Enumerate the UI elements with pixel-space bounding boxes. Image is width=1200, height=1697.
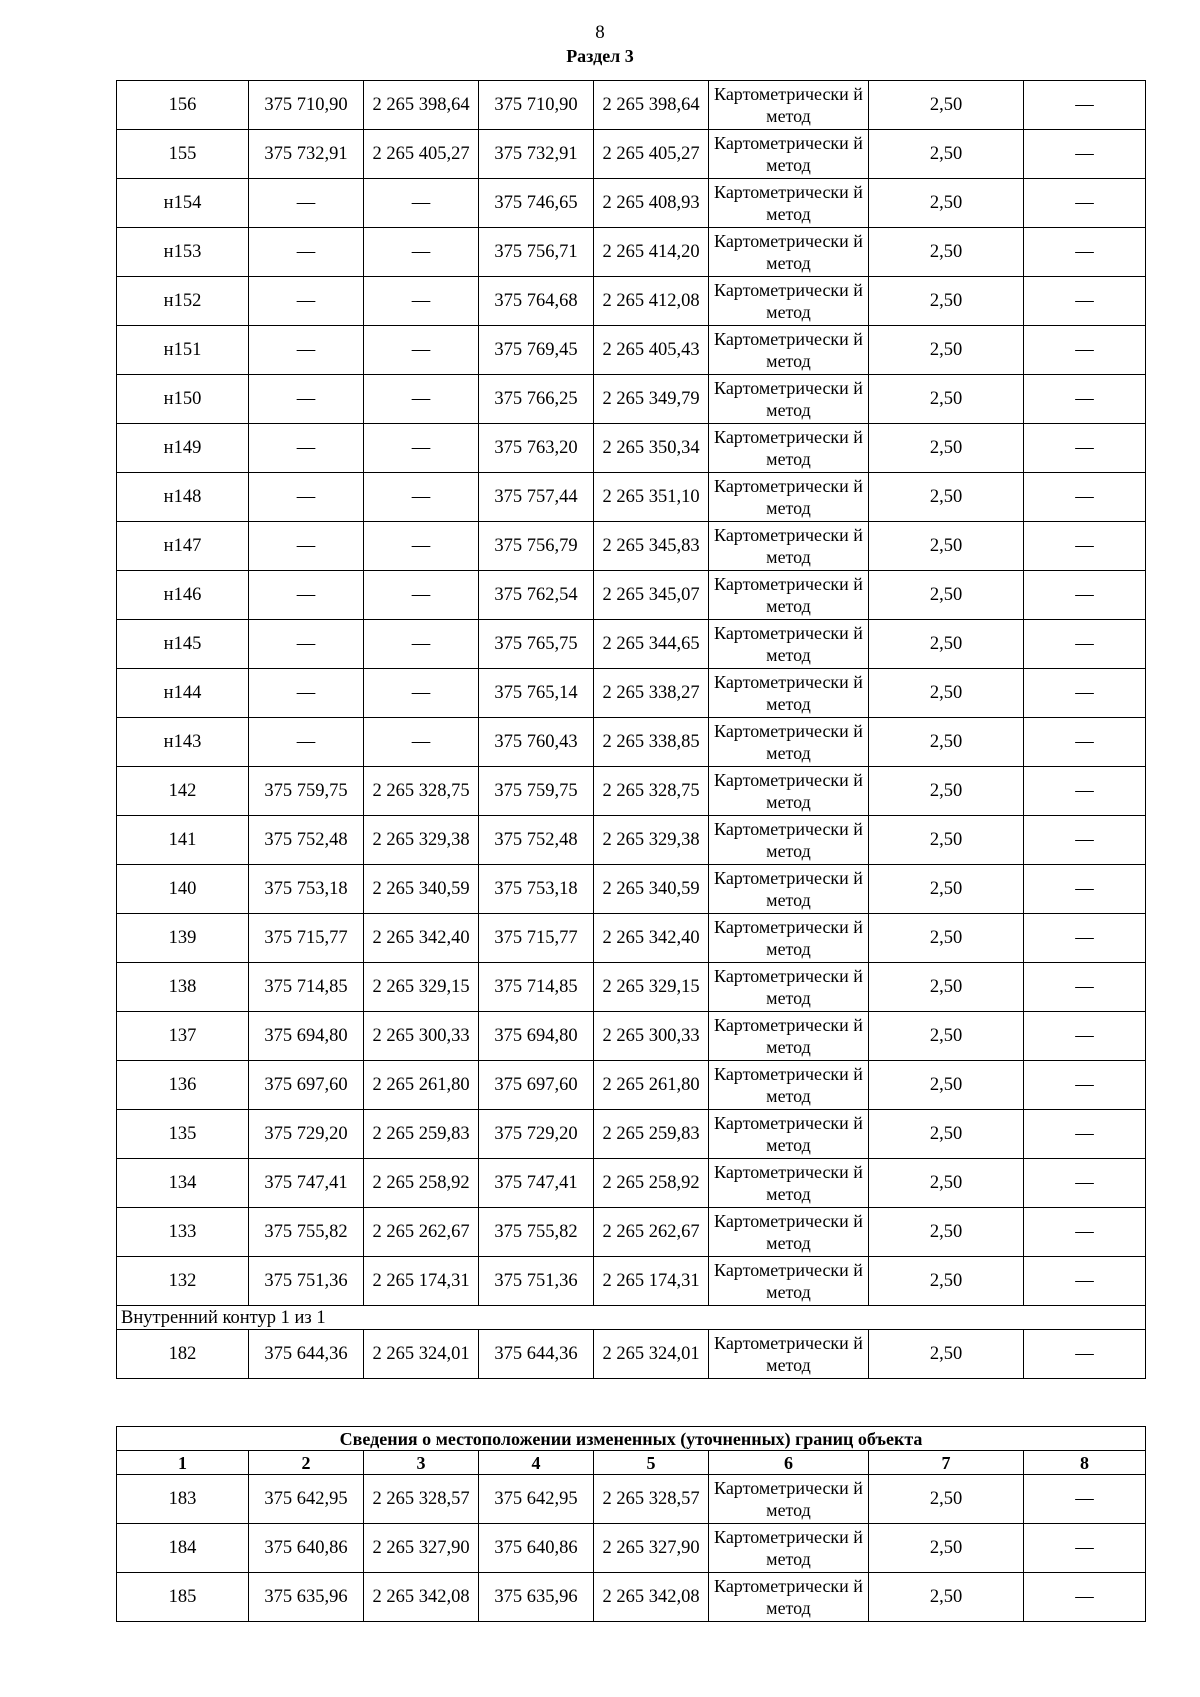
y-coordinate-old-cell: 2 265 328,75 (364, 767, 479, 816)
method-cell: Картометрически й метод (709, 1110, 869, 1159)
accuracy-cell: 2,50 (869, 767, 1024, 816)
method-cell: Картометрически й метод (709, 1475, 869, 1524)
table-row (117, 571, 1146, 620)
accuracy-cell: 2,50 (869, 1208, 1024, 1257)
x-coordinate-new-cell: 375 714,85 (479, 963, 594, 1012)
accuracy-cell: 2,50 (869, 1061, 1024, 1110)
accuracy-cell: 2,50 (869, 1110, 1024, 1159)
table-row (117, 81, 1146, 130)
accuracy-cell: 2,50 (869, 1330, 1024, 1379)
x-coordinate-new-cell: 375 752,48 (479, 816, 594, 865)
note-cell: — (1024, 375, 1146, 424)
x-coordinate-new-cell: 375 753,18 (479, 865, 594, 914)
accuracy-cell: 2,50 (869, 1475, 1024, 1524)
point-number-cell: 182 (117, 1330, 249, 1379)
method-cell: Картометрически й метод (709, 1330, 869, 1379)
table-row (117, 865, 1146, 914)
contour-label: Внутренний контур 1 из 1 (117, 1306, 1146, 1330)
table-row (117, 1573, 1146, 1622)
method-cell: Картометрически й метод (709, 914, 869, 963)
x-coordinate-old-cell: — (249, 522, 364, 571)
table-row (117, 130, 1146, 179)
table-row (117, 424, 1146, 473)
y-coordinate-new-cell: 2 265 398,64 (594, 81, 709, 130)
point-number-cell: 156 (117, 81, 249, 130)
boundary-points-table (116, 80, 1146, 1379)
y-coordinate-old-cell: — (364, 326, 479, 375)
x-coordinate-old-cell: 375 732,91 (249, 130, 364, 179)
table-row (117, 1330, 1146, 1379)
method-cell: Картометрически й метод (709, 669, 869, 718)
y-coordinate-new-cell: 2 265 262,67 (594, 1208, 709, 1257)
note-cell: — (1024, 767, 1146, 816)
x-coordinate-old-cell: 375 759,75 (249, 767, 364, 816)
x-coordinate-old-cell: 375 642,95 (249, 1475, 364, 1524)
note-cell: — (1024, 1573, 1146, 1622)
table-row (117, 620, 1146, 669)
point-number-cell: 142 (117, 767, 249, 816)
y-coordinate-old-cell: 2 265 328,57 (364, 1475, 479, 1524)
column-number: 2 (249, 1451, 364, 1475)
point-number-cell: н147 (117, 522, 249, 571)
y-coordinate-old-cell: 2 265 300,33 (364, 1012, 479, 1061)
y-coordinate-new-cell: 2 265 405,27 (594, 130, 709, 179)
x-coordinate-old-cell: 375 753,18 (249, 865, 364, 914)
x-coordinate-old-cell: 375 755,82 (249, 1208, 364, 1257)
accuracy-cell: 2,50 (869, 81, 1024, 130)
y-coordinate-old-cell: 2 265 342,40 (364, 914, 479, 963)
x-coordinate-old-cell: — (249, 424, 364, 473)
point-number-cell: н146 (117, 571, 249, 620)
table-row (117, 669, 1146, 718)
method-cell: Картометрически й метод (709, 522, 869, 571)
y-coordinate-new-cell: 2 265 324,01 (594, 1330, 709, 1379)
x-coordinate-new-cell: 375 763,20 (479, 424, 594, 473)
x-coordinate-old-cell: 375 729,20 (249, 1110, 364, 1159)
accuracy-cell: 2,50 (869, 1012, 1024, 1061)
x-coordinate-new-cell: 375 635,96 (479, 1573, 594, 1622)
y-coordinate-new-cell: 2 265 349,79 (594, 375, 709, 424)
table-row (117, 473, 1146, 522)
point-number-cell: 134 (117, 1159, 249, 1208)
note-cell: — (1024, 130, 1146, 179)
accuracy-cell: 2,50 (869, 473, 1024, 522)
y-coordinate-old-cell: — (364, 179, 479, 228)
y-coordinate-new-cell: 2 265 351,10 (594, 473, 709, 522)
x-coordinate-new-cell: 375 765,14 (479, 669, 594, 718)
table-row (117, 1524, 1146, 1573)
table-row (117, 1475, 1146, 1524)
y-coordinate-new-cell: 2 265 329,38 (594, 816, 709, 865)
accuracy-cell: 2,50 (869, 816, 1024, 865)
note-cell: — (1024, 1208, 1146, 1257)
accuracy-cell: 2,50 (869, 522, 1024, 571)
y-coordinate-old-cell: 2 265 329,38 (364, 816, 479, 865)
changed-boundaries-table (116, 1426, 1146, 1622)
method-cell: Картометрически й метод (709, 424, 869, 473)
y-coordinate-old-cell: 2 265 405,27 (364, 130, 479, 179)
column-number: 7 (869, 1451, 1024, 1475)
accuracy-cell: 2,50 (869, 179, 1024, 228)
note-cell: — (1024, 522, 1146, 571)
note-cell: — (1024, 1330, 1146, 1379)
note-cell: — (1024, 424, 1146, 473)
x-coordinate-old-cell: 375 644,36 (249, 1330, 364, 1379)
x-coordinate-old-cell: — (249, 718, 364, 767)
y-coordinate-old-cell: 2 265 261,80 (364, 1061, 479, 1110)
note-cell: — (1024, 179, 1146, 228)
y-coordinate-old-cell: — (364, 522, 479, 571)
x-coordinate-new-cell: 375 769,45 (479, 326, 594, 375)
x-coordinate-old-cell: 375 752,48 (249, 816, 364, 865)
x-coordinate-new-cell: 375 760,43 (479, 718, 594, 767)
method-cell: Картометрически й метод (709, 1524, 869, 1573)
method-cell: Картометрически й метод (709, 571, 869, 620)
y-coordinate-new-cell: 2 265 338,85 (594, 718, 709, 767)
x-coordinate-new-cell: 375 694,80 (479, 1012, 594, 1061)
y-coordinate-old-cell: — (364, 424, 479, 473)
note-cell: — (1024, 963, 1146, 1012)
point-number-cell: 138 (117, 963, 249, 1012)
method-cell: Картометрически й метод (709, 767, 869, 816)
accuracy-cell: 2,50 (869, 1573, 1024, 1622)
point-number-cell: н151 (117, 326, 249, 375)
method-cell: Картометрически й метод (709, 620, 869, 669)
x-coordinate-old-cell: 375 715,77 (249, 914, 364, 963)
table-row (117, 914, 1146, 963)
x-coordinate-old-cell: 375 747,41 (249, 1159, 364, 1208)
column-number: 1 (117, 1451, 249, 1475)
note-cell: — (1024, 326, 1146, 375)
note-cell: — (1024, 865, 1146, 914)
method-cell: Картометрически й метод (709, 130, 869, 179)
table-row (117, 228, 1146, 277)
y-coordinate-new-cell: 2 265 328,57 (594, 1475, 709, 1524)
y-coordinate-old-cell: — (364, 375, 479, 424)
x-coordinate-new-cell: 375 697,60 (479, 1061, 594, 1110)
section-title: Раздел 3 (566, 46, 634, 66)
point-number-cell: н148 (117, 473, 249, 522)
x-coordinate-old-cell: — (249, 669, 364, 718)
x-coordinate-old-cell: — (249, 179, 364, 228)
point-number-cell: 141 (117, 816, 249, 865)
y-coordinate-old-cell: — (364, 473, 479, 522)
point-number-cell: 135 (117, 1110, 249, 1159)
method-cell: Картометрически й метод (709, 326, 869, 375)
x-coordinate-new-cell: 375 757,44 (479, 473, 594, 522)
x-coordinate-new-cell: 375 715,77 (479, 914, 594, 963)
y-coordinate-new-cell: 2 265 345,83 (594, 522, 709, 571)
table-row (117, 1257, 1146, 1306)
note-cell: — (1024, 473, 1146, 522)
y-coordinate-new-cell: 2 265 342,08 (594, 1573, 709, 1622)
method-cell: Картометрически й метод (709, 277, 869, 326)
table-row (117, 718, 1146, 767)
x-coordinate-new-cell: 375 756,79 (479, 522, 594, 571)
x-coordinate-new-cell: 375 756,71 (479, 228, 594, 277)
x-coordinate-old-cell: 375 635,96 (249, 1573, 364, 1622)
note-cell: — (1024, 816, 1146, 865)
y-coordinate-new-cell: 2 265 414,20 (594, 228, 709, 277)
column-number: 4 (479, 1451, 594, 1475)
y-coordinate-old-cell: 2 265 327,90 (364, 1524, 479, 1573)
column-number: 5 (594, 1451, 709, 1475)
y-coordinate-new-cell: 2 265 258,92 (594, 1159, 709, 1208)
method-cell: Картометрически й метод (709, 816, 869, 865)
table-row (117, 963, 1146, 1012)
y-coordinate-new-cell: 2 265 412,08 (594, 277, 709, 326)
note-cell: — (1024, 620, 1146, 669)
y-coordinate-new-cell: 2 265 340,59 (594, 865, 709, 914)
accuracy-cell: 2,50 (869, 571, 1024, 620)
point-number-cell: н154 (117, 179, 249, 228)
y-coordinate-old-cell: 2 265 329,15 (364, 963, 479, 1012)
method-cell: Картометрически й метод (709, 228, 869, 277)
accuracy-cell: 2,50 (869, 375, 1024, 424)
table-caption-row (117, 1427, 1146, 1451)
x-coordinate-new-cell: 375 640,86 (479, 1524, 594, 1573)
x-coordinate-new-cell: 375 755,82 (479, 1208, 594, 1257)
accuracy-cell: 2,50 (869, 1257, 1024, 1306)
contour-label-row (117, 1306, 1146, 1330)
method-cell: Картометрически й метод (709, 1012, 869, 1061)
method-cell: Картометрически й метод (709, 1257, 869, 1306)
y-coordinate-old-cell: — (364, 669, 479, 718)
table-row (117, 767, 1146, 816)
x-coordinate-new-cell: 375 644,36 (479, 1330, 594, 1379)
y-coordinate-new-cell: 2 265 344,65 (594, 620, 709, 669)
table-row (117, 1012, 1146, 1061)
point-number-cell: н143 (117, 718, 249, 767)
point-number-cell: 133 (117, 1208, 249, 1257)
note-cell: — (1024, 669, 1146, 718)
y-coordinate-old-cell: — (364, 571, 479, 620)
table-row (117, 375, 1146, 424)
y-coordinate-old-cell: 2 265 398,64 (364, 81, 479, 130)
accuracy-cell: 2,50 (869, 228, 1024, 277)
point-number-cell: н149 (117, 424, 249, 473)
table-row (117, 816, 1146, 865)
x-coordinate-old-cell: 375 640,86 (249, 1524, 364, 1573)
method-cell: Картометрически й метод (709, 1208, 869, 1257)
y-coordinate-new-cell: 2 265 338,27 (594, 669, 709, 718)
accuracy-cell: 2,50 (869, 620, 1024, 669)
table-row (117, 326, 1146, 375)
note-cell: — (1024, 1524, 1146, 1573)
y-coordinate-new-cell: 2 265 408,93 (594, 179, 709, 228)
y-coordinate-new-cell: 2 265 345,07 (594, 571, 709, 620)
x-coordinate-old-cell: 375 694,80 (249, 1012, 364, 1061)
page-number: 8 (595, 22, 605, 43)
x-coordinate-new-cell: 375 747,41 (479, 1159, 594, 1208)
x-coordinate-new-cell: 375 762,54 (479, 571, 594, 620)
point-number-cell: 132 (117, 1257, 249, 1306)
method-cell: Картометрически й метод (709, 865, 869, 914)
point-number-cell: 183 (117, 1475, 249, 1524)
method-cell: Картометрически й метод (709, 718, 869, 767)
x-coordinate-new-cell: 375 729,20 (479, 1110, 594, 1159)
x-coordinate-old-cell: 375 751,36 (249, 1257, 364, 1306)
y-coordinate-old-cell: 2 265 324,01 (364, 1330, 479, 1379)
note-cell: — (1024, 1110, 1146, 1159)
x-coordinate-old-cell: 375 710,90 (249, 81, 364, 130)
point-number-cell: н144 (117, 669, 249, 718)
point-number-cell: 184 (117, 1524, 249, 1573)
x-coordinate-new-cell: 375 642,95 (479, 1475, 594, 1524)
method-cell: Картометрически й метод (709, 1061, 869, 1110)
y-coordinate-old-cell: — (364, 277, 479, 326)
column-number: 8 (1024, 1451, 1146, 1475)
x-coordinate-old-cell: — (249, 620, 364, 669)
accuracy-cell: 2,50 (869, 326, 1024, 375)
point-number-cell: 137 (117, 1012, 249, 1061)
point-number-cell: 185 (117, 1573, 249, 1622)
y-coordinate-new-cell: 2 265 329,15 (594, 963, 709, 1012)
table-row (117, 277, 1146, 326)
point-number-cell: н150 (117, 375, 249, 424)
y-coordinate-old-cell: 2 265 259,83 (364, 1110, 479, 1159)
accuracy-cell: 2,50 (869, 130, 1024, 179)
note-cell: — (1024, 571, 1146, 620)
note-cell: — (1024, 1257, 1146, 1306)
note-cell: — (1024, 1061, 1146, 1110)
x-coordinate-new-cell: 375 732,91 (479, 130, 594, 179)
x-coordinate-new-cell: 375 751,36 (479, 1257, 594, 1306)
x-coordinate-old-cell: 375 697,60 (249, 1061, 364, 1110)
note-cell: — (1024, 1012, 1146, 1061)
x-coordinate-new-cell: 375 759,75 (479, 767, 594, 816)
table-row (117, 1061, 1146, 1110)
x-coordinate-new-cell: 375 710,90 (479, 81, 594, 130)
table-row (117, 1110, 1146, 1159)
x-coordinate-new-cell: 375 764,68 (479, 277, 594, 326)
table-row (117, 179, 1146, 228)
x-coordinate-old-cell: — (249, 473, 364, 522)
table-row (117, 522, 1146, 571)
y-coordinate-old-cell: 2 265 262,67 (364, 1208, 479, 1257)
x-coordinate-new-cell: 375 746,65 (479, 179, 594, 228)
y-coordinate-new-cell: 2 265 328,75 (594, 767, 709, 816)
method-cell: Картометрически й метод (709, 81, 869, 130)
x-coordinate-new-cell: 375 765,75 (479, 620, 594, 669)
point-number-cell: 140 (117, 865, 249, 914)
y-coordinate-old-cell: 2 265 340,59 (364, 865, 479, 914)
accuracy-cell: 2,50 (869, 914, 1024, 963)
method-cell: Картометрически й метод (709, 179, 869, 228)
y-coordinate-new-cell: 2 265 327,90 (594, 1524, 709, 1573)
y-coordinate-new-cell: 2 265 261,80 (594, 1061, 709, 1110)
y-coordinate-old-cell: 2 265 342,08 (364, 1573, 479, 1622)
table-row (117, 1208, 1146, 1257)
method-cell: Картометрически й метод (709, 473, 869, 522)
method-cell: Картометрически й метод (709, 375, 869, 424)
accuracy-cell: 2,50 (869, 424, 1024, 473)
accuracy-cell: 2,50 (869, 718, 1024, 767)
y-coordinate-old-cell: 2 265 174,31 (364, 1257, 479, 1306)
column-number: 6 (709, 1451, 869, 1475)
x-coordinate-old-cell: — (249, 375, 364, 424)
accuracy-cell: 2,50 (869, 1524, 1024, 1573)
accuracy-cell: 2,50 (869, 1159, 1024, 1208)
y-coordinate-old-cell: — (364, 718, 479, 767)
point-number-cell: 136 (117, 1061, 249, 1110)
note-cell: — (1024, 277, 1146, 326)
note-cell: — (1024, 1159, 1146, 1208)
note-cell: — (1024, 228, 1146, 277)
accuracy-cell: 2,50 (869, 963, 1024, 1012)
x-coordinate-old-cell: — (249, 571, 364, 620)
point-number-cell: н153 (117, 228, 249, 277)
y-coordinate-new-cell: 2 265 405,43 (594, 326, 709, 375)
column-number: 3 (364, 1451, 479, 1475)
x-coordinate-old-cell: — (249, 228, 364, 277)
point-number-cell: н145 (117, 620, 249, 669)
y-coordinate-new-cell: 2 265 174,31 (594, 1257, 709, 1306)
table-caption: Сведения о местоположении измененных (уточненных) границ объекта (117, 1427, 1146, 1451)
x-coordinate-new-cell: 375 766,25 (479, 375, 594, 424)
accuracy-cell: 2,50 (869, 865, 1024, 914)
method-cell: Картометрически й метод (709, 1159, 869, 1208)
y-coordinate-new-cell: 2 265 350,34 (594, 424, 709, 473)
column-number-row (117, 1451, 1146, 1475)
x-coordinate-old-cell: 375 714,85 (249, 963, 364, 1012)
point-number-cell: н152 (117, 277, 249, 326)
note-cell: — (1024, 1475, 1146, 1524)
accuracy-cell: 2,50 (869, 669, 1024, 718)
y-coordinate-old-cell: — (364, 228, 479, 277)
y-coordinate-old-cell: — (364, 620, 479, 669)
point-number-cell: 139 (117, 914, 249, 963)
y-coordinate-old-cell: 2 265 258,92 (364, 1159, 479, 1208)
y-coordinate-new-cell: 2 265 259,83 (594, 1110, 709, 1159)
x-coordinate-old-cell: — (249, 326, 364, 375)
method-cell: Картометрически й метод (709, 1573, 869, 1622)
y-coordinate-new-cell: 2 265 300,33 (594, 1012, 709, 1061)
method-cell: Картометрически й метод (709, 963, 869, 1012)
note-cell: — (1024, 718, 1146, 767)
table-row (117, 1159, 1146, 1208)
note-cell: — (1024, 914, 1146, 963)
point-number-cell: 155 (117, 130, 249, 179)
note-cell: — (1024, 81, 1146, 130)
accuracy-cell: 2,50 (869, 277, 1024, 326)
y-coordinate-new-cell: 2 265 342,40 (594, 914, 709, 963)
x-coordinate-old-cell: — (249, 277, 364, 326)
